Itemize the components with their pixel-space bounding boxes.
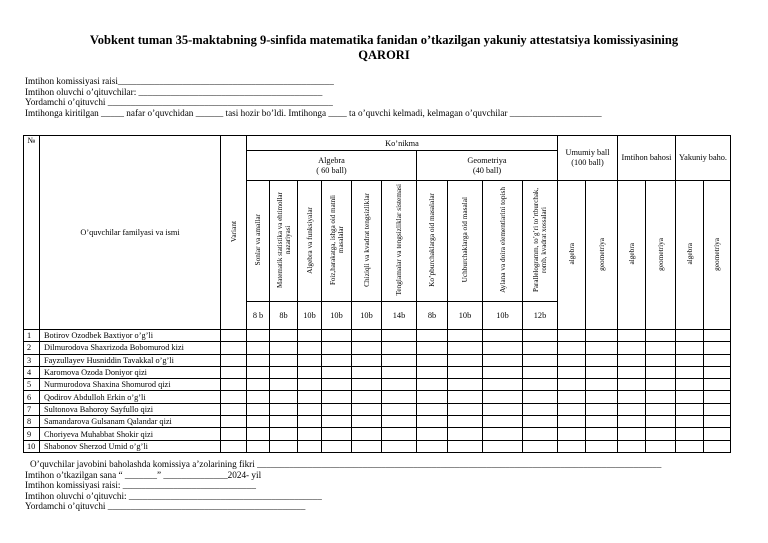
score-cell[interactable] (704, 342, 731, 354)
skill-points: 8 b (247, 302, 270, 330)
student-name: Nurmurodova Shaxina Shomurod qizi (40, 379, 221, 391)
score-cell[interactable] (523, 330, 558, 342)
student-name: Qodirov Abdulloh Erkin o’g’li (40, 391, 221, 403)
exam-algebra-subheader: algebra (618, 181, 646, 330)
score-cell[interactable] (270, 354, 298, 366)
score-cell[interactable] (448, 354, 483, 366)
score-cell[interactable] (382, 366, 417, 378)
total-score-header: Umumiy ball (100 ball) (558, 136, 618, 181)
score-cell[interactable] (298, 379, 322, 391)
score-cell[interactable] (676, 366, 704, 378)
score-cell[interactable] (382, 354, 417, 366)
score-cell[interactable] (448, 379, 483, 391)
score-cell[interactable] (448, 416, 483, 428)
score-cell[interactable] (618, 440, 646, 452)
student-name: Botirov Ozodbek Baxtiyor o’g’li (40, 330, 221, 342)
score-cell[interactable] (676, 379, 704, 391)
score-cell[interactable] (448, 428, 483, 440)
score-cell[interactable] (676, 342, 704, 354)
score-cell[interactable] (417, 379, 448, 391)
score-cell[interactable] (270, 379, 298, 391)
score-cell[interactable] (586, 403, 618, 415)
score-cell[interactable] (298, 403, 322, 415)
student-number: 9 (24, 428, 40, 440)
score-cell[interactable] (523, 391, 558, 403)
score-cell[interactable] (448, 366, 483, 378)
score-cell[interactable] (523, 354, 558, 366)
skill-points: 10b (483, 302, 523, 330)
score-cell[interactable] (483, 403, 523, 415)
score-cell[interactable] (298, 428, 322, 440)
student-number: 4 (24, 366, 40, 378)
score-cell[interactable] (352, 379, 382, 391)
score-cell[interactable] (352, 391, 382, 403)
col-variant-header: Variant (221, 136, 247, 330)
score-cell[interactable] (270, 440, 298, 452)
score-cell[interactable] (483, 366, 523, 378)
score-cell[interactable] (417, 391, 448, 403)
score-cell[interactable] (558, 342, 586, 354)
student-name: Fayzullayev Husniddin Tavakkal o’g’li (40, 354, 221, 366)
table-row (24, 440, 731, 452)
score-cell[interactable] (618, 379, 646, 391)
score-cell[interactable] (417, 366, 448, 378)
score-cell[interactable] (704, 440, 731, 452)
score-cell[interactable] (247, 379, 270, 391)
score-cell[interactable] (618, 354, 646, 366)
score-cell[interactable] (382, 428, 417, 440)
student-number: 7 (24, 403, 40, 415)
score-cell[interactable] (586, 354, 618, 366)
results-table (23, 135, 731, 453)
score-cell[interactable] (523, 379, 558, 391)
score-cell[interactable] (558, 428, 586, 440)
attendance-line: Imtihonga kiritilgan _____ nafar o’quvchidan ______ tasi hozir bo’ldi. Imtihonga ____ ta o’quvchi kelmadi, kelmagan o’quvchilar ____________________ (25, 107, 602, 118)
student-number: 1 (24, 330, 40, 342)
score-cell[interactable] (221, 379, 247, 391)
skill-header-cell: Chiziqli va kvadrat tengsizliklar (352, 181, 382, 302)
score-cell[interactable] (322, 416, 352, 428)
skill-header: Ko’nikma (247, 136, 558, 151)
score-cell[interactable] (448, 403, 483, 415)
student-number: 6 (24, 391, 40, 403)
score-cell[interactable] (382, 342, 417, 354)
score-cell[interactable] (322, 354, 352, 366)
score-cell[interactable] (483, 379, 523, 391)
skill-points: 10b (298, 302, 322, 330)
score-cell[interactable] (586, 330, 618, 342)
score-cell[interactable] (558, 403, 586, 415)
commission-opinion-line: O’quvchilar javobini baholashda komissiya a’zolarining fikri ________________________________________________________________________________________ (30, 459, 662, 469)
col-number-header: № (24, 136, 40, 330)
score-cell[interactable] (523, 403, 558, 415)
skill-header-cell: Parallelogramm, to’g’ri to’rtburchak, romb, kvadrat xossalari (523, 181, 558, 302)
student-name: Sultonova Bahoroy Sayfullo qizi (40, 403, 221, 415)
score-cell[interactable] (523, 428, 558, 440)
score-cell[interactable] (558, 354, 586, 366)
skill-header-cell: Sonlar va amallar (247, 181, 270, 302)
score-cell[interactable] (270, 403, 298, 415)
exam-geometry-subheader: geometriya (646, 181, 676, 330)
score-cell[interactable] (270, 330, 298, 342)
skill-points: 10b (352, 302, 382, 330)
score-cell[interactable] (704, 428, 731, 440)
score-cell[interactable] (586, 379, 618, 391)
score-cell[interactable] (247, 416, 270, 428)
skill-points: 10b (448, 302, 483, 330)
score-cell[interactable] (270, 416, 298, 428)
score-cell[interactable] (618, 428, 646, 440)
score-cell[interactable] (247, 428, 270, 440)
score-cell[interactable] (704, 416, 731, 428)
score-cell[interactable] (483, 330, 523, 342)
student-name: Shabonov Sherzod Umid o’g’li (40, 440, 221, 452)
score-cell[interactable] (523, 366, 558, 378)
score-cell[interactable] (676, 403, 704, 415)
score-cell[interactable] (221, 416, 247, 428)
skill-header-cell: Foiz,harakatga, ishga oid matnli masalalar (322, 181, 352, 302)
score-cell[interactable] (298, 330, 322, 342)
table-row (24, 330, 731, 342)
score-cell[interactable] (417, 354, 448, 366)
score-cell[interactable] (298, 440, 322, 452)
score-cell[interactable] (646, 366, 676, 378)
skill-header-cell: Tenglamalar va tengsizliklar sistemasi (382, 181, 417, 302)
score-cell[interactable] (352, 416, 382, 428)
algebra-section-header: Algebra ( 60 ball) (247, 151, 417, 181)
score-cell[interactable] (352, 440, 382, 452)
table-row (24, 354, 731, 366)
score-cell[interactable] (558, 416, 586, 428)
skill-header-cell: Ko’pburchaklarga oid masalalar (417, 181, 448, 302)
score-cell[interactable] (558, 379, 586, 391)
score-cell[interactable] (221, 330, 247, 342)
score-cell[interactable] (646, 354, 676, 366)
score-cell[interactable] (646, 416, 676, 428)
student-number: 8 (24, 416, 40, 428)
score-cell[interactable] (417, 330, 448, 342)
score-cell[interactable] (586, 391, 618, 403)
score-cell[interactable] (247, 342, 270, 354)
score-cell[interactable] (676, 416, 704, 428)
score-cell[interactable] (221, 391, 247, 403)
score-cell[interactable] (247, 440, 270, 452)
score-cell[interactable] (558, 440, 586, 452)
score-cell[interactable] (322, 440, 352, 452)
score-cell[interactable] (247, 354, 270, 366)
score-cell[interactable] (704, 379, 731, 391)
score-cell[interactable] (270, 366, 298, 378)
score-cell[interactable] (298, 416, 322, 428)
col-name-header: O’quvchilar familyasi va ismi (40, 136, 221, 330)
score-cell[interactable] (618, 366, 646, 378)
total-algebra-subheader: algebra (558, 181, 586, 330)
score-cell[interactable] (448, 391, 483, 403)
score-cell[interactable] (382, 330, 417, 342)
score-cell[interactable] (646, 330, 676, 342)
student-number: 3 (24, 354, 40, 366)
table-row (24, 379, 731, 391)
score-cell[interactable] (221, 403, 247, 415)
score-cell[interactable] (704, 354, 731, 366)
document-title (0, 33, 768, 63)
score-cell[interactable] (322, 330, 352, 342)
score-cell[interactable] (618, 391, 646, 403)
score-cell[interactable] (382, 379, 417, 391)
skill-points: 10b (322, 302, 352, 330)
score-cell[interactable] (704, 391, 731, 403)
score-cell[interactable] (618, 416, 646, 428)
score-cell[interactable] (448, 330, 483, 342)
score-cell[interactable] (646, 342, 676, 354)
score-cell[interactable] (352, 354, 382, 366)
score-cell[interactable] (618, 342, 646, 354)
student-name: Karomova Ozoda Doniyor qizi (40, 366, 221, 378)
footer-block (25, 459, 661, 512)
score-cell[interactable] (298, 366, 322, 378)
student-rows (24, 330, 731, 453)
table-row (24, 391, 731, 403)
score-cell[interactable] (586, 416, 618, 428)
score-cell[interactable] (322, 403, 352, 415)
score-cell[interactable] (646, 379, 676, 391)
header-block (25, 76, 602, 118)
score-cell[interactable] (483, 428, 523, 440)
score-cell[interactable] (586, 366, 618, 378)
score-cell[interactable] (417, 440, 448, 452)
score-cell[interactable] (352, 366, 382, 378)
score-cell[interactable] (483, 416, 523, 428)
score-cell[interactable] (646, 428, 676, 440)
skill-points: 12b (523, 302, 558, 330)
footer-assistant-line: Yordamchi o’qituvchi ___________________________________________ (25, 501, 306, 511)
score-cell[interactable] (382, 403, 417, 415)
table-row (24, 342, 731, 354)
score-cell[interactable] (382, 440, 417, 452)
score-cell[interactable] (704, 330, 731, 342)
score-cell[interactable] (221, 428, 247, 440)
commission-chair-line: Imtihon komissiyasi raisi_______________________________________________ (25, 76, 334, 86)
score-cell[interactable] (676, 428, 704, 440)
score-cell[interactable] (523, 440, 558, 452)
title-line-1: Vobkent tuman 35-maktabning 9-sinfida matematika fanidan o’tkazilgan yakuniy attestatsiya komissiyasining (89, 33, 679, 47)
score-cell[interactable] (676, 330, 704, 342)
score-cell[interactable] (646, 403, 676, 415)
score-cell[interactable] (221, 440, 247, 452)
score-cell[interactable] (676, 354, 704, 366)
score-cell[interactable] (618, 330, 646, 342)
exam-date-line: Imtihon o’tkazilgan sana “ _______” ______________2024- yil (25, 469, 262, 480)
examiner-teachers-line: Imtihon oluvchi o’qituvchilar: ________________________________________ (25, 86, 323, 97)
score-cell[interactable] (417, 428, 448, 440)
score-cell[interactable] (586, 342, 618, 354)
score-cell[interactable] (322, 391, 352, 403)
skill-header-cell: Matematik statistika va ehtimollar nazariyasi (270, 181, 298, 302)
table-row (24, 428, 731, 440)
student-number: 10 (24, 440, 40, 452)
score-cell[interactable] (417, 403, 448, 415)
score-cell[interactable] (382, 391, 417, 403)
score-cell[interactable] (270, 391, 298, 403)
score-cell[interactable] (298, 391, 322, 403)
final-grade-header: Yakuniy baho. (676, 136, 731, 181)
total-geometry-subheader: geometriya (586, 181, 618, 330)
skill-header-cell: Uchburchaklarga oid masalal (448, 181, 483, 302)
exam-grade-header: Imtihon bahosi (618, 136, 676, 181)
skill-points: 8b (270, 302, 298, 330)
score-cell[interactable] (417, 342, 448, 354)
score-cell[interactable] (322, 428, 352, 440)
score-cell[interactable] (483, 354, 523, 366)
score-cell[interactable] (646, 440, 676, 452)
score-cell[interactable] (247, 366, 270, 378)
score-cell[interactable] (646, 391, 676, 403)
score-cell[interactable] (483, 440, 523, 452)
score-cell[interactable] (558, 391, 586, 403)
score-cell[interactable] (523, 342, 558, 354)
table-row (24, 416, 731, 428)
score-cell[interactable] (586, 440, 618, 452)
table-row (24, 366, 731, 378)
assistant-teacher-line: Yordamchi o’qituvchi _________________________________________________ (25, 97, 333, 107)
score-cell[interactable] (352, 330, 382, 342)
score-cell[interactable] (586, 428, 618, 440)
score-cell[interactable] (322, 366, 352, 378)
title-line-2: QARORI (358, 48, 410, 62)
score-cell[interactable] (352, 428, 382, 440)
score-cell[interactable] (221, 342, 247, 354)
score-cell[interactable] (483, 342, 523, 354)
score-cell[interactable] (221, 354, 247, 366)
skill-points: 14b (382, 302, 417, 330)
score-cell[interactable] (270, 342, 298, 354)
score-cell[interactable] (322, 379, 352, 391)
footer-examiner-line: Imtihon oluvchi o’qituvchi: __________________________________________ (25, 490, 322, 501)
score-cell[interactable] (270, 428, 298, 440)
student-number: 5 (24, 379, 40, 391)
table-row (24, 403, 731, 415)
score-cell[interactable] (704, 366, 731, 378)
final-geometry-subheader: geometriya (704, 181, 731, 330)
score-cell[interactable] (322, 342, 352, 354)
score-cell[interactable] (298, 354, 322, 366)
score-cell[interactable] (483, 391, 523, 403)
score-cell[interactable] (382, 416, 417, 428)
student-number: 2 (24, 342, 40, 354)
score-cell[interactable] (704, 403, 731, 415)
score-cell[interactable] (523, 416, 558, 428)
student-name: Samandarova Gulsanam Qalandar qizi (40, 416, 221, 428)
skill-points: 8b (417, 302, 448, 330)
geometry-section-header: Geometriya (40 ball) (417, 151, 558, 181)
student-name: Dilmurodova Shaxrizoda Bobomurod kizi (40, 342, 221, 354)
skill-header-cell: Algebra va funksiyalar (298, 181, 322, 302)
score-cell[interactable] (448, 440, 483, 452)
student-name: Choriyeva Muhabbat Shokir qizi (40, 428, 221, 440)
score-cell[interactable] (247, 330, 270, 342)
footer-chair-line: Imtihon komissiyasi raisi: _____________________________ (25, 480, 256, 490)
score-cell[interactable] (221, 366, 247, 378)
score-cell[interactable] (247, 391, 270, 403)
score-cell[interactable] (618, 403, 646, 415)
score-cell[interactable] (676, 440, 704, 452)
score-cell[interactable] (352, 342, 382, 354)
score-cell[interactable] (558, 366, 586, 378)
score-cell[interactable] (676, 391, 704, 403)
skill-header-cell: Aylana va doira elementlarini topish (483, 181, 523, 302)
score-cell[interactable] (558, 330, 586, 342)
score-cell[interactable] (352, 403, 382, 415)
final-algebra-subheader: algebra (676, 181, 704, 330)
score-cell[interactable] (417, 416, 448, 428)
score-cell[interactable] (298, 342, 322, 354)
score-cell[interactable] (247, 403, 270, 415)
score-cell[interactable] (448, 342, 483, 354)
